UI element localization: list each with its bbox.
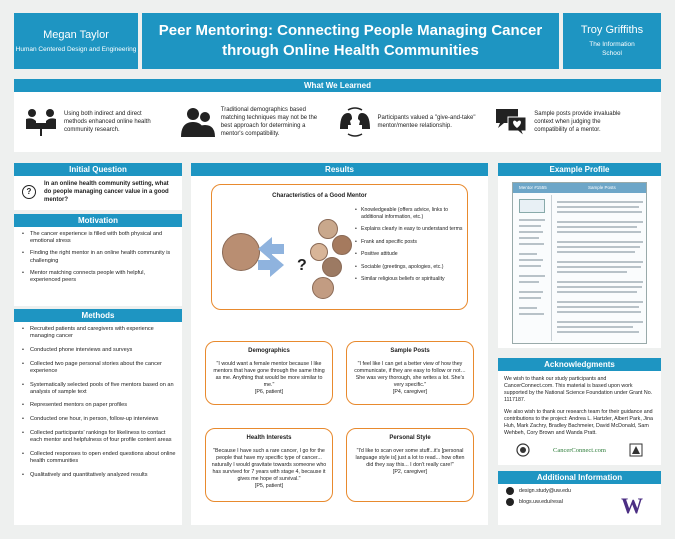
author-right bbox=[563, 13, 661, 69]
section-heading: Acknowledgments bbox=[498, 358, 661, 371]
people-at-table-icon bbox=[24, 107, 58, 137]
health-interests-box bbox=[205, 428, 333, 502]
section-heading: Example Profile bbox=[498, 163, 661, 176]
learned-item bbox=[494, 107, 651, 137]
learned-text: Traditional demographics based matching techniques may not be the best approach for determining a mentor's compatibility. bbox=[220, 107, 318, 137]
list-item: • Conducted phone interviews and surveys bbox=[22, 347, 176, 354]
list-item: • Qualitatively and quantitatively analyzed results bbox=[22, 472, 176, 479]
results-section bbox=[191, 163, 488, 525]
mentor-label: Mentor #1555 bbox=[519, 185, 547, 190]
characteristics-title: Characteristics of a Good Mentor bbox=[272, 193, 367, 199]
learned-item bbox=[338, 107, 495, 137]
poster-header bbox=[14, 13, 661, 69]
learned-text: Using both indirect and direct methods enhanced online health community research. bbox=[64, 111, 151, 133]
blog-link[interactable]: blogs.uw.edu/resal bbox=[519, 499, 563, 505]
cancerconnect-logo: CancerConnect.com bbox=[553, 446, 606, 454]
section-heading: Additional Information bbox=[498, 471, 661, 484]
section-heading: Initial Question bbox=[14, 163, 182, 176]
methods-section bbox=[14, 309, 182, 525]
email-icon bbox=[506, 487, 514, 495]
box-citation: [P5, patient] bbox=[254, 483, 284, 489]
question-icon: ? bbox=[22, 185, 36, 199]
mentor-photo bbox=[332, 235, 352, 255]
initial-question-text: In an online health community setting, what do people managing cancer value in a good mentor? bbox=[44, 181, 169, 203]
sample-posts-label: Sample Posts bbox=[588, 185, 616, 190]
learned-item bbox=[181, 106, 338, 138]
example-profile-section bbox=[498, 163, 661, 348]
blog-icon bbox=[506, 498, 514, 506]
initial-question-section bbox=[14, 163, 182, 210]
acknowledgment-text: We also wish to thank our research team for their guidance and contributions to the project: Andrea L. Hartzler, Albert Park, Jina Huh, Mark Zachry, Bradley Bachmeier, David McDonald, Sam Wehbeh, Cory Brown and Wanda Pratt. bbox=[504, 409, 653, 436]
demographics-box bbox=[205, 341, 333, 405]
list-item: • Conducted one hour, in person, follow-up interviews bbox=[22, 416, 176, 423]
profile-divider bbox=[551, 195, 552, 341]
characteristics-box bbox=[211, 184, 468, 310]
poster-title: Peer Mentoring: Connecting People Managing Cancer through Online Health Communities bbox=[158, 22, 543, 59]
poster-title-box bbox=[142, 13, 559, 69]
exchange-heads-icon bbox=[338, 107, 372, 137]
characteristic-item: • Frank and specific posts bbox=[355, 239, 465, 246]
box-citation: [P6, patient] bbox=[254, 389, 284, 395]
mentor-photo bbox=[312, 277, 334, 299]
author-right-affiliation: The Information School bbox=[589, 41, 635, 57]
list-item: • Represented mentors on paper profiles bbox=[22, 402, 176, 409]
author-left-affiliation: Human Centered Design and Engineering bbox=[15, 45, 137, 53]
box-title: Personal Style bbox=[389, 435, 431, 441]
personal-style-box bbox=[346, 428, 474, 502]
box-title: Demographics bbox=[248, 348, 290, 354]
list-item: • Recruited patients and caregivers with experience managing cancer bbox=[22, 326, 176, 340]
author-right-name: Troy Griffiths bbox=[580, 24, 644, 36]
sample-posts-box bbox=[346, 341, 474, 405]
list-item: • Collected participants' rankings for likeliness to contact each mentor and helpfulness of four profile content areas bbox=[22, 430, 176, 444]
section-heading: Results bbox=[191, 163, 488, 176]
exchange-arrows-icon bbox=[256, 235, 286, 279]
list-item: • Mentor matching connects people with helpful, experienced peers bbox=[22, 270, 176, 284]
box-quote: "I would want a female mentor because I like mentors that have gone through the same thing as me. Anything that would be more similar to me." bbox=[213, 361, 325, 388]
profile-screenshot bbox=[512, 182, 647, 344]
list-item: • Collected responses to open ended questions about online health communities bbox=[22, 451, 176, 465]
section-heading: Motivation bbox=[14, 214, 182, 227]
profile-header-bar bbox=[513, 183, 646, 193]
characteristic-item: • Explains clearly in easy to understand terms bbox=[355, 226, 465, 233]
list-item: • Systematically selected pools of five mentors based on an analysis of sample text bbox=[22, 382, 176, 396]
characteristic-item: • Similar religious beliefs or spirituality bbox=[355, 276, 465, 283]
acknowledgment-text: We wish to thank our study participants and CancerConnect.com. This material is based upon work supported by the National Science Foundation under Grant No. 1117187. bbox=[504, 376, 653, 403]
box-quote: "I'd like to scan over some stuff...it's [personal language style is] just a lot to read... how often did they say this... I don't really care!" bbox=[355, 448, 465, 468]
learned-text: Sample posts provide invaluable context when judging the compatibility of a mentor. bbox=[534, 111, 621, 133]
box-title: Sample Posts bbox=[390, 348, 430, 354]
two-people-icon bbox=[181, 107, 215, 137]
section-heading: Methods bbox=[14, 309, 182, 322]
learned-item bbox=[24, 107, 181, 137]
chat-heart-icon bbox=[494, 107, 528, 137]
motivation-section bbox=[14, 214, 182, 306]
nsf-seal-icon bbox=[516, 443, 530, 457]
author-left-name: Megan Taylor bbox=[43, 28, 109, 41]
list-item: • Finding the right mentor in an online health community is challenging bbox=[22, 250, 176, 264]
box-title: Health Interests bbox=[246, 435, 292, 441]
box-quote: "I feel like I can get a better view of how they communicate, if they are easy to follow or not… She was very thorough, she writes a lot. She's very specific." bbox=[354, 361, 466, 388]
mentor-photo bbox=[322, 257, 342, 277]
box-citation: [P4, caregiver] bbox=[392, 389, 428, 395]
learned-text: Participants valued a "give-and-take" mentor/mentee relationship. bbox=[377, 115, 476, 129]
acknowledgments-section bbox=[498, 358, 661, 465]
institution-logo bbox=[629, 443, 643, 457]
list-item: • The cancer experience is filled with both physical and emotional stress bbox=[22, 231, 176, 245]
section-heading: What We Learned bbox=[14, 79, 661, 92]
question-mark: ? bbox=[297, 257, 307, 274]
box-quote: "Because I have such a rare cancer, I go for the people that have my specific type of cancer... naturally I would gravitate towards someone who has survived for 7 years with stage 4, because it gives me hope of survival." bbox=[211, 448, 327, 482]
box-citation: [P2, caregiver] bbox=[392, 469, 428, 475]
what-we-learned-section bbox=[14, 79, 661, 152]
uw-logo: W bbox=[621, 493, 643, 518]
additional-information-section bbox=[498, 471, 661, 525]
mentee-photo bbox=[222, 233, 260, 271]
characteristic-item: • Positive attitude bbox=[355, 251, 465, 258]
profile-avatar bbox=[519, 199, 545, 213]
author-left bbox=[14, 13, 138, 69]
email-link[interactable]: design.study@uw.edu bbox=[519, 488, 571, 494]
characteristic-item: • Knowledgeable (offers advice, links to additional information, etc.) bbox=[355, 207, 465, 220]
list-item: • Collected two page personal stories about the cancer experience bbox=[22, 361, 176, 375]
characteristic-item: • Sociable (greetings, apologies, etc.) bbox=[355, 264, 465, 271]
